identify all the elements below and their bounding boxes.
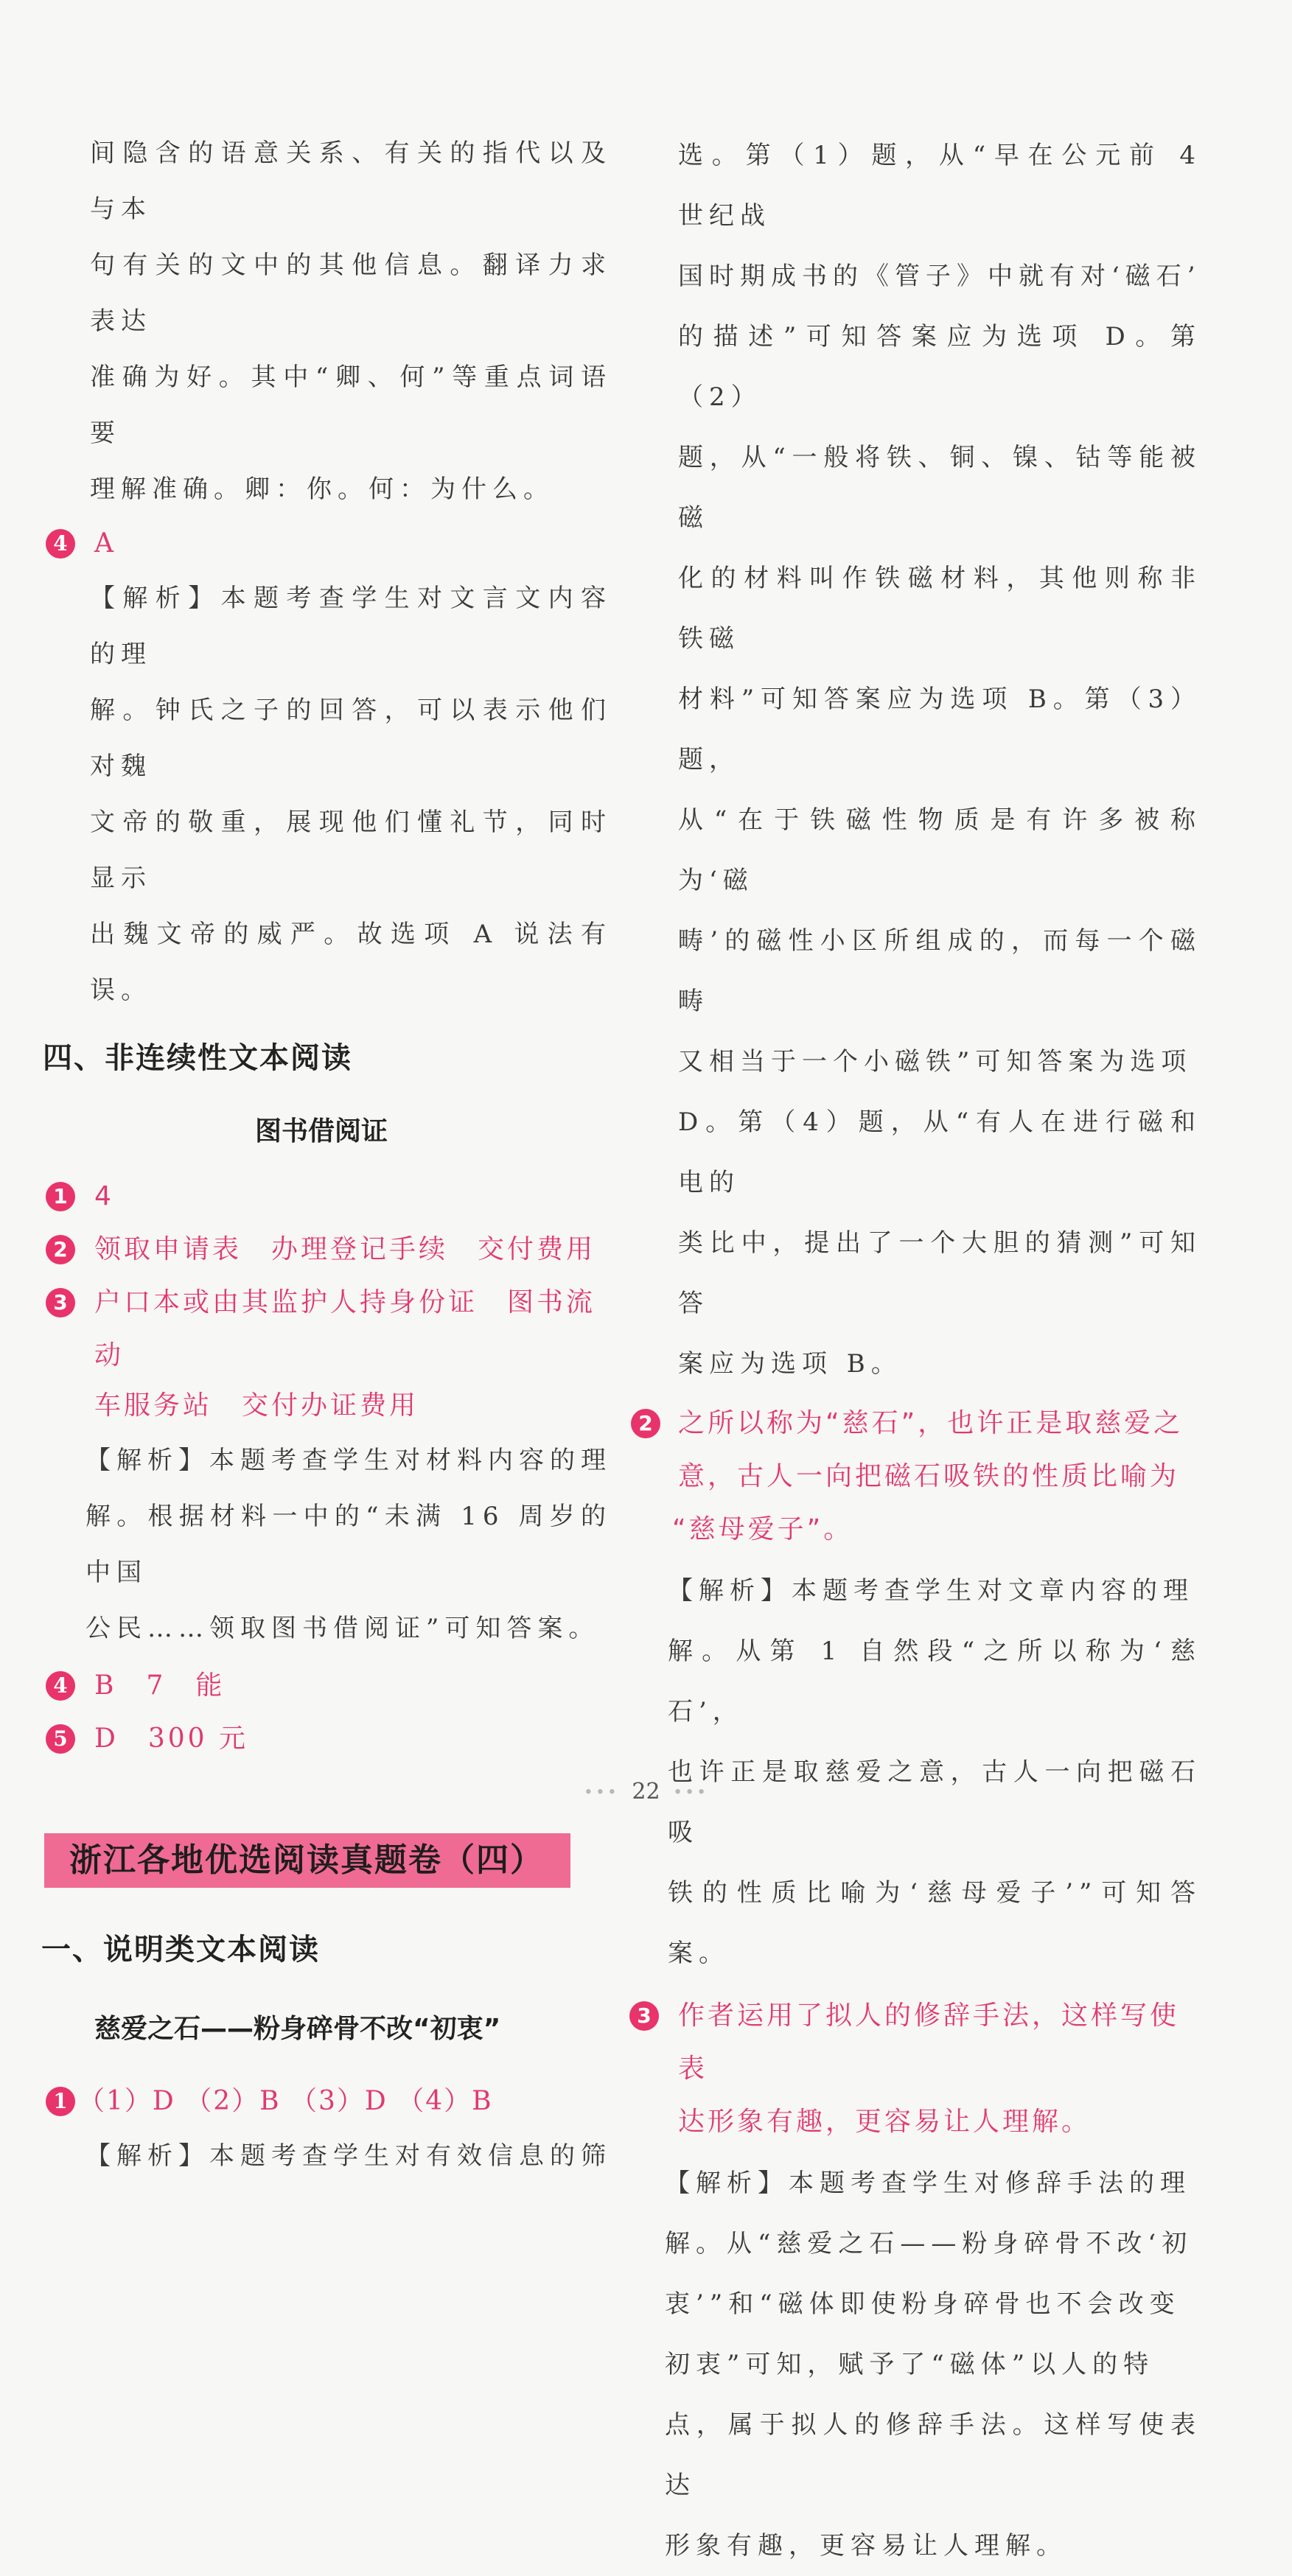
answer-item — [44, 1170, 612, 1223]
text-line: 又相当于一个小磁铁”可知答案为选项 — [678, 1047, 1193, 1077]
answer-q3 — [634, 1989, 1201, 2149]
answer-text: D 300 元 — [94, 1723, 249, 1754]
paper-banner — [44, 1833, 612, 1888]
text-line: 间隐含的语意关系、有关的指代以及与本 — [90, 139, 612, 224]
question-number-badge: 1 — [46, 1182, 75, 1211]
section-title: 一、说明类文本阅读 — [41, 1933, 320, 1967]
section4-answers — [44, 1170, 612, 1429]
text-line: 解。钟氏之子的回答，可以表示他们对魏 — [90, 696, 612, 781]
q3-analysis — [634, 2153, 1201, 2576]
text-line: 从“在于铁磁性物质是有许多被称为‘磁 — [678, 805, 1201, 895]
section-title: 四、非连续性文本阅读 — [43, 1041, 352, 1075]
answer-item — [44, 1712, 612, 1765]
question-number-badge: 4 — [46, 1671, 75, 1701]
answer-q1 — [44, 2075, 612, 2128]
answer-item — [44, 1223, 612, 1276]
text-line: 选。第（1）题，从“早在公元前 4 世纪战 — [678, 141, 1201, 231]
left-column — [41, 125, 612, 2184]
text-line: 初衷”可知，赋予了“磁体”以人的特 — [665, 2350, 1155, 2379]
question-number-badge: 2 — [46, 1235, 75, 1264]
banner-title: 浙江各地优选阅读真题卷（四） — [44, 1833, 570, 1888]
text-line: 化的材料叫作铁磁材料，其他则称非铁磁 — [678, 564, 1201, 654]
text-line: 出魏文帝的威严。故选项 A 说法有误。 — [90, 920, 612, 1005]
text-line: 形象有趣，更容易让人理解。 — [665, 2531, 1067, 2561]
text-line: 文帝的敬重，展现他们懂礼节，同时显示 — [90, 808, 612, 893]
text-line: 国时期成书的《管子》中就有对‘磁石’ — [678, 262, 1201, 291]
answer-text: 之所以称为“慈石”，也许正是取慈爱之 — [678, 1408, 1184, 1438]
answer-text: B 7 能 — [94, 1670, 226, 1701]
decorative-dots-right: ••• — [673, 1783, 709, 1802]
text-line: 点，属于拟人的修辞手法。这样写使表达 — [665, 2410, 1201, 2500]
text-line: 题，从“一般将铁、铜、镍、钴等能被磁 — [678, 443, 1201, 533]
answer-q2 — [634, 1397, 1201, 1556]
text-line: 句有关的文中的其他信息。翻译力求表达 — [90, 251, 612, 336]
text-line: 案应为选项 B。 — [678, 1349, 902, 1379]
page-footer — [0, 1779, 1292, 1805]
text-line: 也许正是取慈爱之意，古人一向把磁石吸 — [668, 1757, 1201, 1847]
text-line: 解。从“慈爱之石——粉身碎骨不改‘初 — [665, 2229, 1193, 2258]
text-line: D。第（4）题，从“有人在进行磁和电的 — [678, 1107, 1201, 1197]
answer-text: 4 — [94, 1181, 114, 1211]
text-line: 解。根据材料一中的“未满 16 周岁的中国 — [85, 1502, 612, 1587]
answer-line: “慈母爱子”。 — [672, 1514, 853, 1544]
text-line: 公民……领取图书借阅证”可知答案。 — [85, 1614, 600, 1643]
page-number: 22 — [632, 1779, 660, 1805]
answer-item — [44, 1276, 612, 1382]
text-line: 【解析】本题考查学生对文言文内容的理 — [90, 584, 612, 669]
answer-text: 领取申请表 办理登记手续 交付费用 — [94, 1234, 596, 1264]
intro-explanation — [44, 125, 612, 517]
question-number-badge: 2 — [631, 1409, 660, 1438]
q4-analysis — [44, 570, 612, 1018]
article-title: 慈爱之石——粉身碎骨不改“初衷” — [94, 2014, 501, 2044]
answer-line — [634, 1989, 1201, 2096]
text-line: 铁的性质比喻为‘慈母爱子’”可知答案。 — [668, 1878, 1201, 1968]
text-line: 的描述”可知答案应为选项 D。第（2） — [678, 322, 1201, 412]
text-line: 【解析】本题考查学生对文章内容的理 — [668, 1576, 1194, 1606]
section4-answers-2 — [44, 1659, 612, 1765]
answer-continuation: 车服务站 交付办证费用 — [94, 1390, 419, 1421]
answer-q4 — [44, 517, 612, 570]
question-number-badge: 1 — [46, 2087, 75, 2116]
text-line: 准确为好。其中“卿、何”等重点词语要 — [90, 363, 612, 448]
text-line: 【解析】本题考查学生对修辞手法的理 — [665, 2169, 1191, 2198]
answer-line — [634, 1397, 1201, 1450]
decorative-dots-left: ••• — [583, 1783, 619, 1802]
answer-line: 达形象有趣，更容易让人理解。 — [678, 2107, 1092, 2137]
answer-text: 户口本或由其监护人持身份证 图书流动 — [94, 1287, 596, 1371]
text-line: 【解析】本题考查学生对材料内容的理 — [85, 1446, 612, 1475]
q1-analysis — [44, 2128, 612, 2184]
question-number-badge: 4 — [46, 529, 75, 559]
question-number-badge: 3 — [629, 2001, 659, 2031]
q1-analysis-continued — [634, 125, 1201, 1394]
section4-analysis — [44, 1432, 612, 1656]
right-column — [634, 125, 1201, 2576]
question-number-badge: 5 — [46, 1724, 75, 1754]
text-line: 类比中，提出了一个大胆的猜测”可知答 — [678, 1228, 1201, 1318]
text-line: 【解析】本题考查学生对有效信息的筛 — [85, 2141, 612, 2171]
text-line: 材料”可知答案应为选项 B。第（3）题， — [678, 685, 1201, 774]
answer-text: A — [94, 528, 116, 559]
answer-text: （1）D （2）B （3）D （4）B — [78, 2086, 493, 2116]
text-line: 衷’”和“磁体即使粉身碎骨也不会改变 — [665, 2289, 1181, 2319]
answer-item — [44, 1659, 612, 1712]
question-number-badge: 3 — [46, 1288, 75, 1317]
q2-analysis — [634, 1561, 1201, 1984]
text-line: 畴’的磁性小区所组成的，而每一个磁畴 — [678, 926, 1201, 1016]
section-subtitle: 图书借阅证 — [255, 1116, 388, 1147]
answer-text: 作者运用了拟人的修辞手法，这样写使表 — [678, 2001, 1180, 2084]
text-line: 解。从第 1 自然段“之所以称为‘慈石’， — [668, 1637, 1201, 1726]
answer-line: 意，古人一向把磁石吸铁的性质比喻为 — [678, 1461, 1180, 1491]
text-line: 理解准确。卿：你。何：为什么。 — [90, 475, 554, 504]
